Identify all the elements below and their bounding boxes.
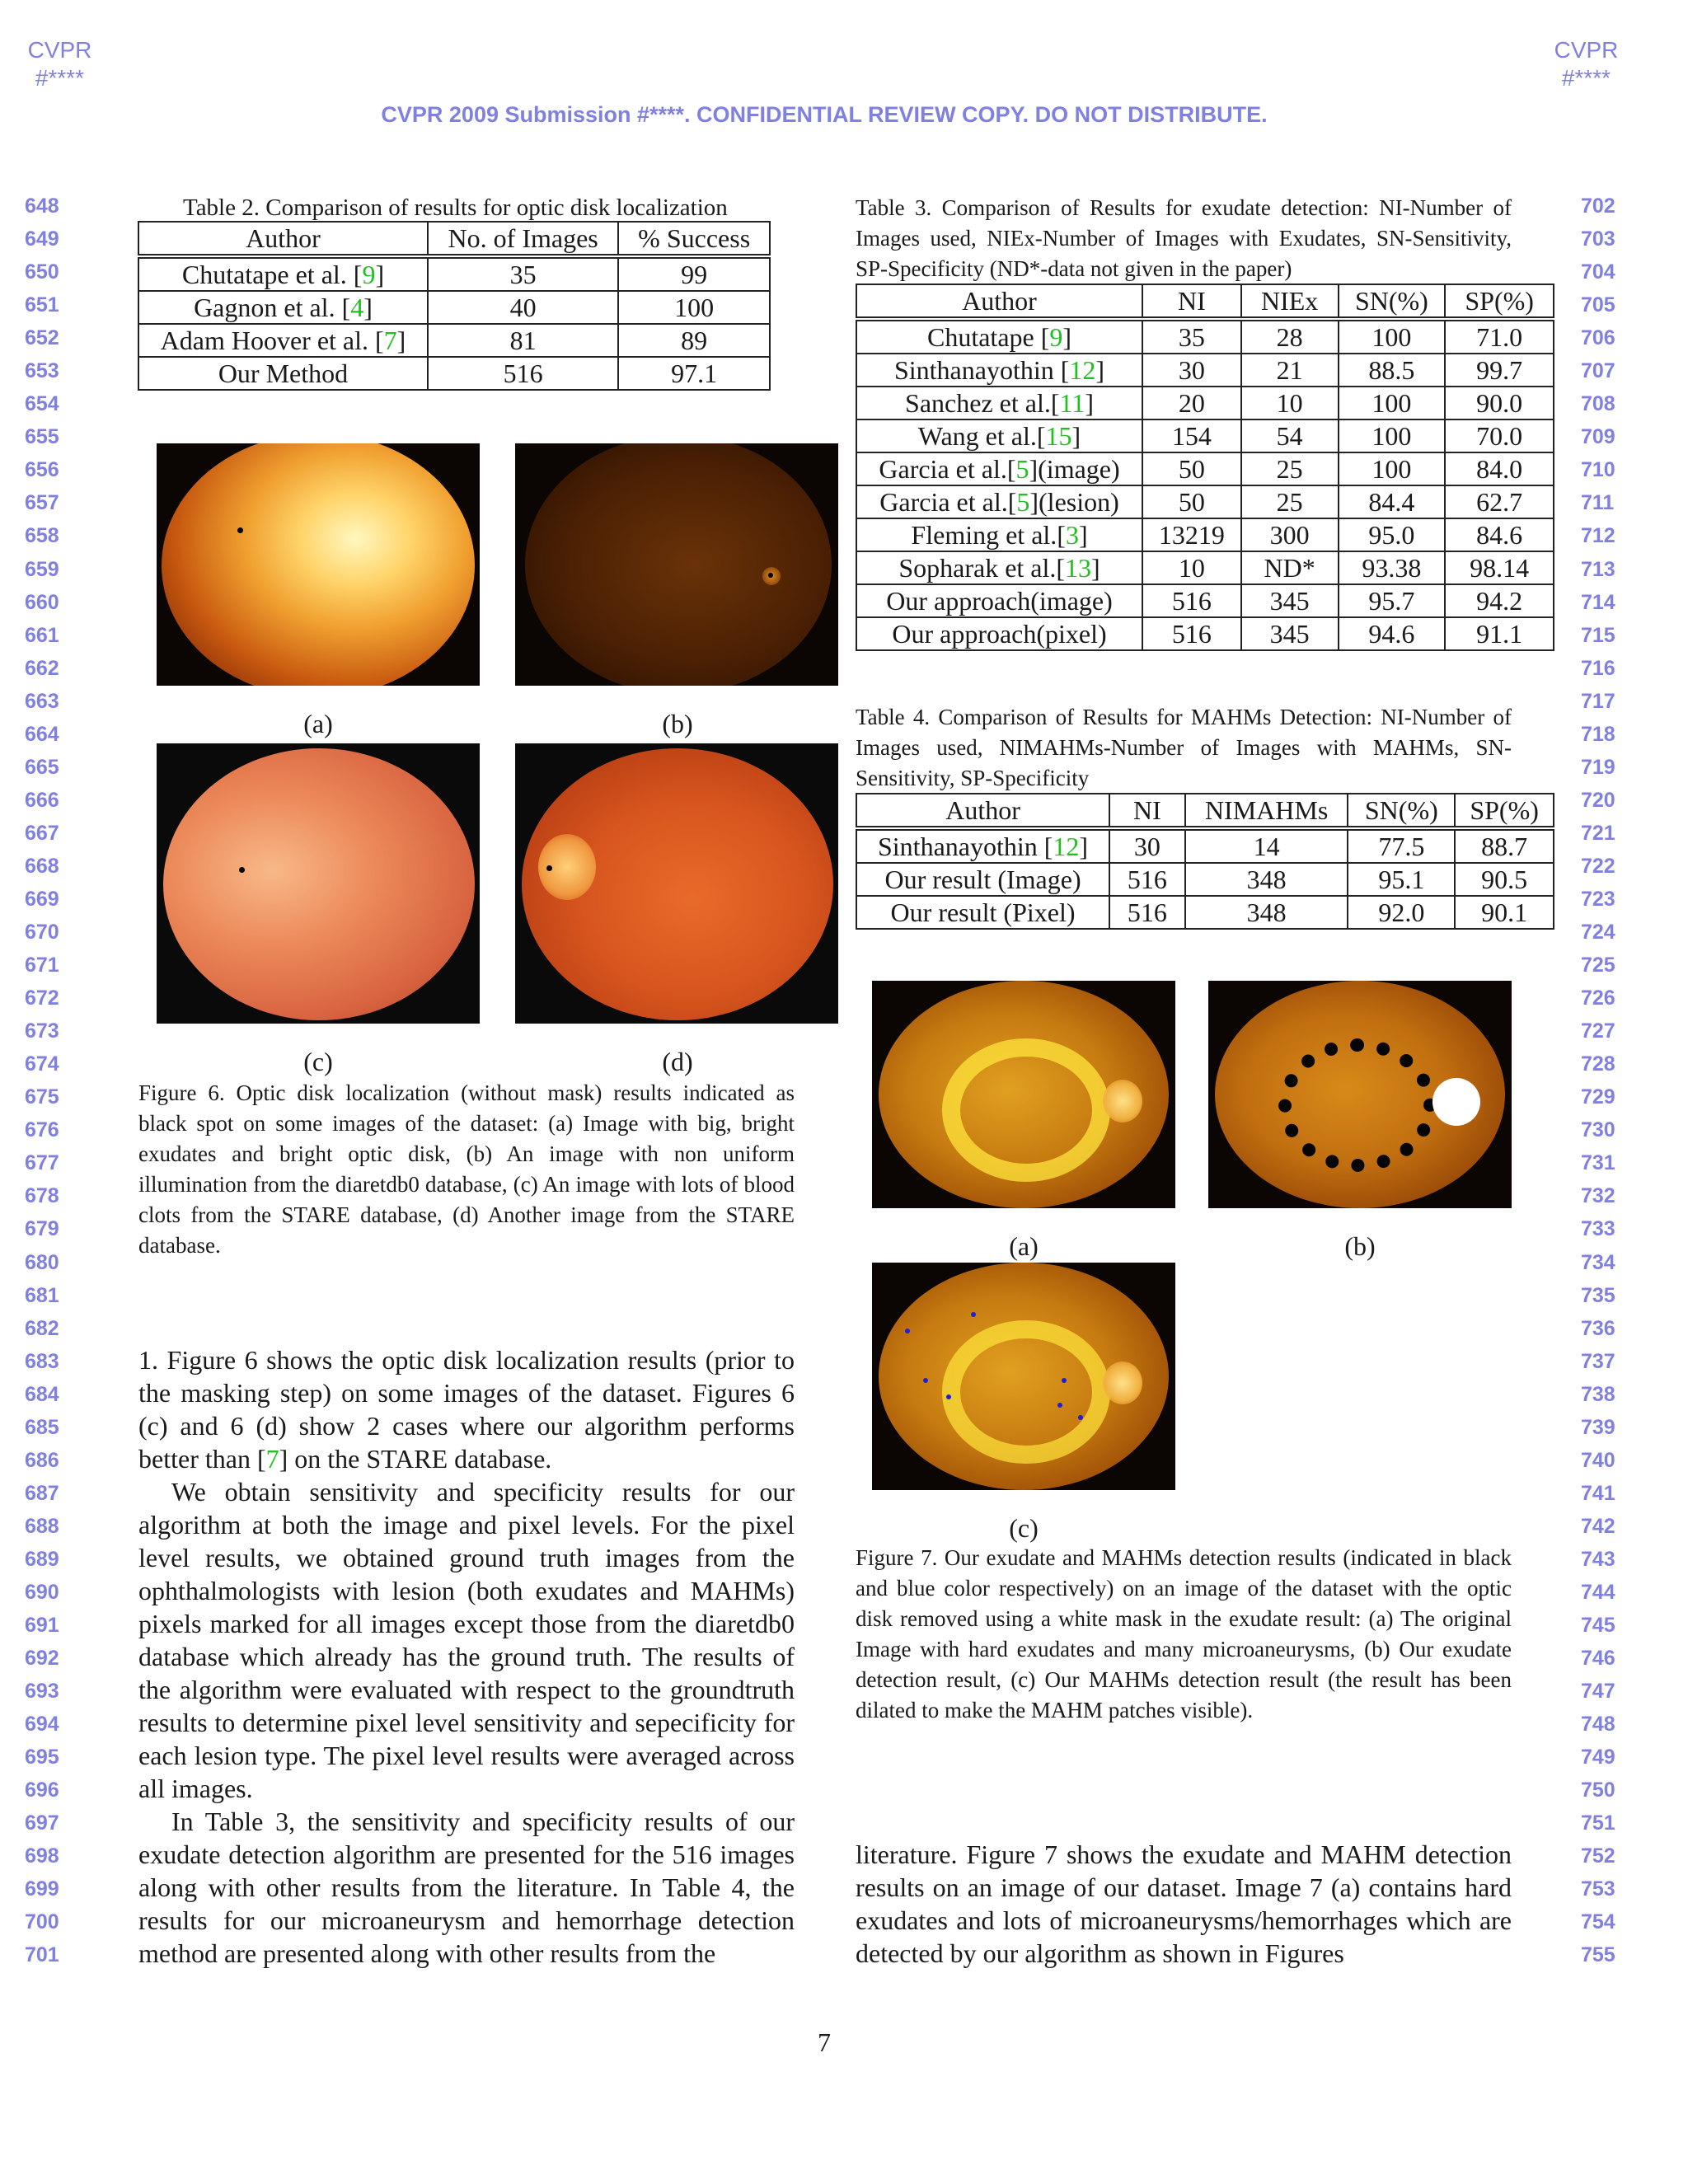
table2-cell-author: Chutatape et al. [9] <box>138 256 428 291</box>
table4-cell-author <box>856 896 1109 929</box>
figure6-label-c: (c) <box>303 1047 333 1076</box>
table2-header-author: Author <box>138 222 428 256</box>
figure7-label-c: (c) <box>1009 1513 1039 1543</box>
line-number: 742 <box>1581 1514 1615 1538</box>
figure7-caption: Figure 7. Our exudate and MAHMs detection results (indicated in black and blue color respectively) on an image of the dataset with the optic disk removed using a white mask in the exudate result: (a) The original Image with hard exudates and many microaneurysms, (b) Our exudate detection result, (c) Our MAHMs detection result (the result has been dilated to make the MAHM patches visible). <box>856 1545 1512 1722</box>
table4-header-sn: SN(%) <box>1348 794 1455 828</box>
table2-cell-author <box>138 357 428 390</box>
line-number: 653 <box>25 359 59 383</box>
table3-cell-value: 90.0 <box>1445 387 1554 419</box>
author-name: Adam Hoover et al. <box>160 326 375 355</box>
table4-cell-value: 516 <box>1109 896 1185 929</box>
table3-row <box>856 419 1554 452</box>
table4-caption: Table 4. Comparison of Results for MAHMs Detection: NI-Number of Images used, NIMAHMs-Number of Images with MAHMs, SN-Sensitivity, SP-Specificity <box>856 705 1512 790</box>
author-name: Our approach(image) <box>886 586 1113 616</box>
table3-row <box>856 354 1554 387</box>
line-number: 706 <box>1581 326 1615 350</box>
line-number: 731 <box>1581 1151 1615 1175</box>
table3-cell-value: 94.2 <box>1445 584 1554 617</box>
table3-cell-value: 154 <box>1142 419 1241 452</box>
citation-link[interactable]: 15 <box>1045 421 1072 451</box>
line-number: 733 <box>1581 1217 1615 1241</box>
table2-cell-value: 516 <box>428 357 618 390</box>
table3-cell-author: Sopharak et al.[13] <box>856 551 1142 584</box>
table3-cell-value: 62.7 <box>1445 485 1554 518</box>
line-number: 679 <box>25 1217 59 1241</box>
figure7-label-b: (b) <box>1344 1231 1376 1261</box>
figure6-label-d: (d) <box>662 1047 693 1076</box>
table4-header-author: Author <box>856 794 1109 828</box>
line-number: 744 <box>1581 1580 1615 1604</box>
line-number: 717 <box>1581 689 1615 713</box>
table4-row <box>856 828 1554 863</box>
citation-link[interactable]: 7 <box>265 1444 279 1474</box>
table3-cell-value: 54 <box>1241 419 1339 452</box>
line-number: 650 <box>25 260 59 284</box>
table3-cell-value: 100 <box>1339 452 1446 485</box>
line-number: 746 <box>1581 1647 1615 1671</box>
table3-cell-author: Garcia et al.[5](lesion) <box>856 485 1142 518</box>
table3-cell-author: Sanchez et al.[11] <box>856 387 1142 419</box>
line-numbers-left <box>25 190 82 1972</box>
line-number: 703 <box>1581 227 1615 251</box>
table3-row <box>856 387 1554 419</box>
figure7-label-a: (a) <box>1009 1231 1039 1261</box>
figure6-label-a: (a) <box>303 709 333 738</box>
line-number: 652 <box>25 326 59 350</box>
line-number: 691 <box>25 1614 59 1638</box>
line-number: 737 <box>1581 1349 1615 1373</box>
body-left-paragraph-1 <box>138 1343 795 1475</box>
figure7-image-b <box>1208 981 1512 1208</box>
figure6-label-b: (b) <box>662 709 693 738</box>
line-number: 677 <box>25 1151 59 1175</box>
citation-link[interactable]: 5 <box>1015 454 1029 484</box>
table2-cell-value: 81 <box>428 324 618 357</box>
header-left <box>16 36 103 92</box>
table3-cell-value: 88.5 <box>1339 354 1446 387</box>
line-number: 690 <box>25 1580 59 1604</box>
body-left-paragraph-2: We obtain sensitivity and specificity results for our algorithm at both the image and pixel levels. For the pixel level results, we obtained ground truth images from the ophthalmologists with lesion (both exudates and MAHMs) pixels marked for all images except those from the diaretdb0 database which already has the ground truth. The results of the algorithm were evaluated with respect to the groundtruth results to determine pixel level sensitivity and sepecificity for each lesion type. The pixel level results were averaged across all images. <box>138 1477 795 1803</box>
line-number: 648 <box>25 194 59 218</box>
line-number: 680 <box>25 1250 59 1274</box>
table2 <box>138 221 771 391</box>
line-number: 728 <box>1581 1052 1615 1076</box>
citation-link[interactable]: 12 <box>1069 355 1096 385</box>
line-number: 752 <box>1581 1844 1615 1868</box>
header-right-id: #**** <box>1561 65 1611 91</box>
table3-cell-value: 10 <box>1142 551 1241 584</box>
line-number: 738 <box>1581 1382 1615 1406</box>
table2-cell-value: 100 <box>618 291 770 324</box>
table4-cell-value: 77.5 <box>1348 828 1455 863</box>
line-number: 716 <box>1581 656 1615 680</box>
table4-cell-value: 90.5 <box>1455 863 1554 896</box>
table4-cell-value: 14 <box>1185 828 1348 863</box>
table4-cell-author: Sinthanayothin [12] <box>856 828 1109 863</box>
table3-cell-value: 84.4 <box>1339 485 1446 518</box>
line-number: 740 <box>1581 1448 1615 1472</box>
header-right <box>1543 36 1629 92</box>
line-number: 674 <box>25 1052 59 1076</box>
table3-caption: Table 3. Comparison of Results for exudate detection: NI-Number of Images used, NIEx-Number of Images with Exudates, SN-Sensitivity, SP-Specificity (ND*-data not given in the paper) <box>856 195 1512 281</box>
line-number: 727 <box>1581 1019 1615 1043</box>
table4-cell-value: 348 <box>1185 896 1348 929</box>
line-number: 705 <box>1581 293 1615 317</box>
table3 <box>856 284 1554 651</box>
author-name: Garcia et al. <box>879 487 1008 517</box>
line-number: 719 <box>1581 755 1615 779</box>
author-name: Chutatape <box>926 322 1041 352</box>
line-number: 710 <box>1581 458 1615 482</box>
author-name: Gagnon et al. <box>194 293 342 322</box>
table3-cell-author: Fleming et al.[3] <box>856 518 1142 551</box>
line-number: 720 <box>1581 788 1615 812</box>
table3-cell-value: 516 <box>1142 617 1241 650</box>
table3-cell-value: 100 <box>1339 419 1446 452</box>
table3-cell-value: 98.14 <box>1445 551 1554 584</box>
table3-cell-value: 100 <box>1339 319 1446 354</box>
table2-cell-value: 89 <box>618 324 770 357</box>
line-number: 735 <box>1581 1283 1615 1307</box>
table4-cell-author <box>856 863 1109 896</box>
table4-cell-value: 516 <box>1109 863 1185 896</box>
table3-cell-value: 35 <box>1142 319 1241 354</box>
line-number: 701 <box>25 1943 59 1967</box>
table3-cell-value: 70.0 <box>1445 419 1554 452</box>
table3-cell-value: 25 <box>1241 452 1339 485</box>
line-number: 665 <box>25 755 59 779</box>
figure6-image-d <box>515 743 838 1024</box>
table4-cell-value: 30 <box>1109 828 1185 863</box>
table4-row <box>856 863 1554 896</box>
line-number: 657 <box>25 491 59 515</box>
table2-caption: Table 2. Comparison of results for optic disk localization <box>183 194 728 221</box>
header-banner: CVPR 2009 Submission #****. CONFIDENTIAL REVIEW COPY. DO NOT DISTRIBUTE. <box>381 102 1268 127</box>
line-number: 694 <box>25 1713 59 1736</box>
table3-cell-value: 300 <box>1241 518 1339 551</box>
header-left-id: #**** <box>35 65 85 91</box>
citation-link[interactable]: 13 <box>1065 553 1092 583</box>
line-number: 675 <box>25 1085 59 1109</box>
table4 <box>856 793 1554 930</box>
line-number: 698 <box>25 1844 59 1868</box>
table3-cell-value: 95.7 <box>1339 584 1446 617</box>
line-number: 753 <box>1581 1877 1615 1901</box>
author-name: Sanchez et al. <box>905 388 1051 418</box>
line-number: 745 <box>1581 1614 1615 1638</box>
author-suffix: (lesion) <box>1039 487 1119 517</box>
line-number: 702 <box>1581 194 1615 218</box>
table2-cell-value: 97.1 <box>618 357 770 390</box>
line-number: 730 <box>1581 1118 1615 1142</box>
table2-cell-value: 40 <box>428 291 618 324</box>
author-name: Our result (Pixel) <box>890 898 1076 927</box>
line-number: 748 <box>1581 1713 1615 1736</box>
line-number: 659 <box>25 557 59 581</box>
table2-header-success: % Success <box>618 222 770 256</box>
table4-header-ni: NI <box>1109 794 1185 828</box>
line-number: 681 <box>25 1283 59 1307</box>
table2-header-images: No. of Images <box>428 222 618 256</box>
table3-cell-value: 93.38 <box>1339 551 1446 584</box>
table3-cell-value: 91.1 <box>1445 617 1554 650</box>
line-number: 658 <box>25 524 59 548</box>
line-number: 695 <box>25 1746 59 1769</box>
header-left-venue: CVPR <box>27 37 92 63</box>
table4-cell-value: 348 <box>1185 863 1348 896</box>
citation-link[interactable]: 9 <box>1049 322 1063 352</box>
line-number: 754 <box>1581 1910 1615 1934</box>
citation-link[interactable]: 11 <box>1059 388 1085 418</box>
author-name: Wang et al. <box>917 421 1037 451</box>
line-number: 697 <box>25 1811 59 1835</box>
line-number: 664 <box>25 722 59 746</box>
line-number: 687 <box>25 1481 59 1505</box>
table3-cell-value: 13219 <box>1142 518 1241 551</box>
line-number: 718 <box>1581 722 1615 746</box>
table3-cell-value: 10 <box>1241 387 1339 419</box>
line-number: 673 <box>25 1019 59 1043</box>
table3-cell-value: 28 <box>1241 319 1339 354</box>
body-left-p1-tail: ] on the STARE database. <box>279 1444 552 1474</box>
table3-cell-value: 100 <box>1339 387 1446 419</box>
line-number: 661 <box>25 623 59 647</box>
line-number: 723 <box>1581 887 1615 911</box>
line-number: 683 <box>25 1349 59 1373</box>
line-number: 656 <box>25 458 59 482</box>
table3-cell-value: 99.7 <box>1445 354 1554 387</box>
table3-cell-author: Garcia et al.[5](image) <box>856 452 1142 485</box>
line-number: 721 <box>1581 821 1615 845</box>
line-number: 686 <box>25 1448 59 1472</box>
line-number: 739 <box>1581 1415 1615 1439</box>
table3-cell-author <box>856 584 1142 617</box>
line-number: 749 <box>1581 1746 1615 1769</box>
table3-cell-value: 30 <box>1142 354 1241 387</box>
line-number: 660 <box>25 590 59 614</box>
line-number: 722 <box>1581 854 1615 878</box>
author-name: Garcia et al. <box>879 454 1007 484</box>
page-number: 7 <box>818 2027 831 2057</box>
figure6-image-b <box>515 443 838 686</box>
line-number: 684 <box>25 1382 59 1406</box>
author-name: Chutatape et al. <box>181 260 354 289</box>
table2-row <box>138 291 770 324</box>
author-name: Fleming et al. <box>911 520 1057 550</box>
line-number: 667 <box>25 821 59 845</box>
table3-cell-value: 345 <box>1241 617 1339 650</box>
table3-row <box>856 485 1554 518</box>
table3-header-author: Author <box>856 284 1142 319</box>
body-right-paragraph-1: literature. Figure 7 shows the exudate and MAHM detection results on an image of our dataset. Image 7 (a) contains hard exudates and lots of microaneurysms/hemorrhages which are detected by our algorithm as shown in Figures <box>856 1840 1512 1968</box>
line-number: 707 <box>1581 359 1615 383</box>
line-number: 715 <box>1581 623 1615 647</box>
table3-cell-value: 95.0 <box>1339 518 1446 551</box>
citation-link[interactable]: 7 <box>383 326 397 355</box>
line-number: 649 <box>25 227 59 251</box>
line-number: 692 <box>25 1647 59 1671</box>
line-number: 725 <box>1581 954 1615 977</box>
line-number: 708 <box>1581 392 1615 416</box>
table4-cell-value: 88.7 <box>1455 828 1554 863</box>
line-number: 662 <box>25 656 59 680</box>
table3-cell-value: ND* <box>1241 551 1339 584</box>
table3-cell-value: 50 <box>1142 485 1241 518</box>
table3-cell-value: 20 <box>1142 387 1241 419</box>
line-number: 751 <box>1581 1811 1615 1835</box>
table3-cell-author <box>856 617 1142 650</box>
line-number: 689 <box>25 1547 59 1571</box>
line-number: 671 <box>25 954 59 977</box>
body-left-paragraph-3: In Table 3, the sensitivity and specificity results of our exudate detection algorithm are presented for the 516 images along with other results from the literature. In Table 4, the results for our microaneurysm and hemorrhage detection method are presented along with other results from the <box>138 1807 795 1968</box>
line-number: 696 <box>25 1779 59 1802</box>
line-number: 669 <box>25 887 59 911</box>
table3-header-ni: NI <box>1142 284 1241 319</box>
table3-cell-value: 84.0 <box>1445 452 1554 485</box>
line-number: 726 <box>1581 987 1615 1010</box>
line-number: 736 <box>1581 1316 1615 1340</box>
table3-cell-value: 21 <box>1241 354 1339 387</box>
table3-row <box>856 452 1554 485</box>
figure7-image-a <box>872 981 1175 1208</box>
line-numbers-right <box>1581 190 1639 1972</box>
line-number: 666 <box>25 788 59 812</box>
figure6-image-a <box>157 443 480 686</box>
table2-row <box>138 256 770 291</box>
line-number: 743 <box>1581 1547 1615 1571</box>
line-number: 741 <box>1581 1481 1615 1505</box>
table3-row <box>856 518 1554 551</box>
table3-row <box>856 319 1554 354</box>
line-number: 668 <box>25 854 59 878</box>
line-number: 688 <box>25 1514 59 1538</box>
table2-row <box>138 324 770 357</box>
line-number: 655 <box>25 425 59 449</box>
author-name: Our Method <box>218 359 349 388</box>
line-number: 685 <box>25 1415 59 1439</box>
figure6-caption: Figure 6. Optic disk localization (without mask) results indicated as black spot on some images of the dataset: (a) Image with big, bright exudates and bright optic disk, (b) An image with non uniform illumination from the diaretdb0 database, (c) An image with lots of blood clots from the STARE database, (d) Another image from the STARE database. <box>138 1080 795 1258</box>
line-number: 676 <box>25 1118 59 1142</box>
body-left-p1-text: 1. Figure 6 shows the optic disk localization results (prior to the masking step) on some images of the dataset. Figures 6 (c) and 6 (d) show 2 cases where our algorithm performs better than [ <box>138 1345 795 1474</box>
table3-cell-author: Wang et al.[15] <box>856 419 1142 452</box>
line-number: 711 <box>1581 491 1615 515</box>
line-number: 729 <box>1581 1085 1615 1109</box>
table3-row <box>856 617 1554 650</box>
table4-cell-value: 95.1 <box>1348 863 1455 896</box>
table3-header-niex: NIEx <box>1241 284 1339 319</box>
table3-cell-value: 345 <box>1241 584 1339 617</box>
author-suffix: (image) <box>1038 454 1120 484</box>
line-number: 663 <box>25 689 59 713</box>
author-name: Our result (Image) <box>884 865 1081 894</box>
citation-link[interactable]: 9 <box>362 260 376 289</box>
citation-link[interactable]: 12 <box>1053 832 1080 861</box>
line-number: 750 <box>1581 1779 1615 1802</box>
line-number: 732 <box>1581 1184 1615 1208</box>
author-name: Our approach(pixel) <box>892 619 1107 649</box>
citation-link[interactable]: 3 <box>1065 520 1079 550</box>
table3-cell-value: 50 <box>1142 452 1241 485</box>
table3-cell-author: Chutatape [9] <box>856 319 1142 354</box>
header-right-venue: CVPR <box>1554 37 1619 63</box>
table4-header-nimahms: NIMAHMs <box>1185 794 1348 828</box>
table3-cell-value: 516 <box>1142 584 1241 617</box>
figure6-image-c <box>157 743 480 1024</box>
line-number: 670 <box>25 921 59 944</box>
table3-cell-value: 84.6 <box>1445 518 1554 551</box>
body-left-column <box>138 1343 795 1970</box>
table2-row <box>138 357 770 390</box>
line-number: 672 <box>25 987 59 1010</box>
table3-cell-author: Sinthanayothin [12] <box>856 354 1142 387</box>
author-name: Sinthanayothin <box>877 832 1044 861</box>
author-name: Sinthanayothin <box>893 355 1061 385</box>
line-number: 700 <box>25 1910 59 1934</box>
line-number: 693 <box>25 1680 59 1704</box>
body-right-column <box>856 1838 1512 1970</box>
line-number: 734 <box>1581 1250 1615 1274</box>
line-number: 712 <box>1581 524 1615 548</box>
figure7-image-c <box>872 1263 1175 1490</box>
line-number: 713 <box>1581 557 1615 581</box>
table4-header-sp: SP(%) <box>1455 794 1554 828</box>
table3-row <box>856 584 1554 617</box>
line-number: 651 <box>25 293 59 317</box>
table3-row <box>856 551 1554 584</box>
line-number: 699 <box>25 1877 59 1901</box>
author-name: Sopharak et al. <box>898 553 1057 583</box>
line-number: 747 <box>1581 1680 1615 1704</box>
line-number: 678 <box>25 1184 59 1208</box>
table3-cell-value: 71.0 <box>1445 319 1554 354</box>
table4-row <box>856 896 1554 929</box>
line-number: 755 <box>1581 1943 1615 1967</box>
citation-link[interactable]: 4 <box>350 293 364 322</box>
table3-cell-value: 94.6 <box>1339 617 1446 650</box>
table2-cell-author: Gagnon et al. [4] <box>138 291 428 324</box>
citation-link[interactable]: 5 <box>1016 487 1030 517</box>
table3-header-sn: SN(%) <box>1339 284 1446 319</box>
line-number: 714 <box>1581 590 1615 614</box>
table3-cell-value: 25 <box>1241 485 1339 518</box>
table4-cell-value: 90.1 <box>1455 896 1554 929</box>
line-number: 724 <box>1581 921 1615 944</box>
line-number: 709 <box>1581 425 1615 449</box>
table4-cell-value: 92.0 <box>1348 896 1455 929</box>
table3-header-sp: SP(%) <box>1445 284 1554 319</box>
line-number: 704 <box>1581 260 1615 284</box>
line-number: 654 <box>25 392 59 416</box>
table2-cell-value: 99 <box>618 256 770 291</box>
table2-cell-value: 35 <box>428 256 618 291</box>
line-number: 682 <box>25 1316 59 1340</box>
table2-cell-author: Adam Hoover et al. [7] <box>138 324 428 357</box>
